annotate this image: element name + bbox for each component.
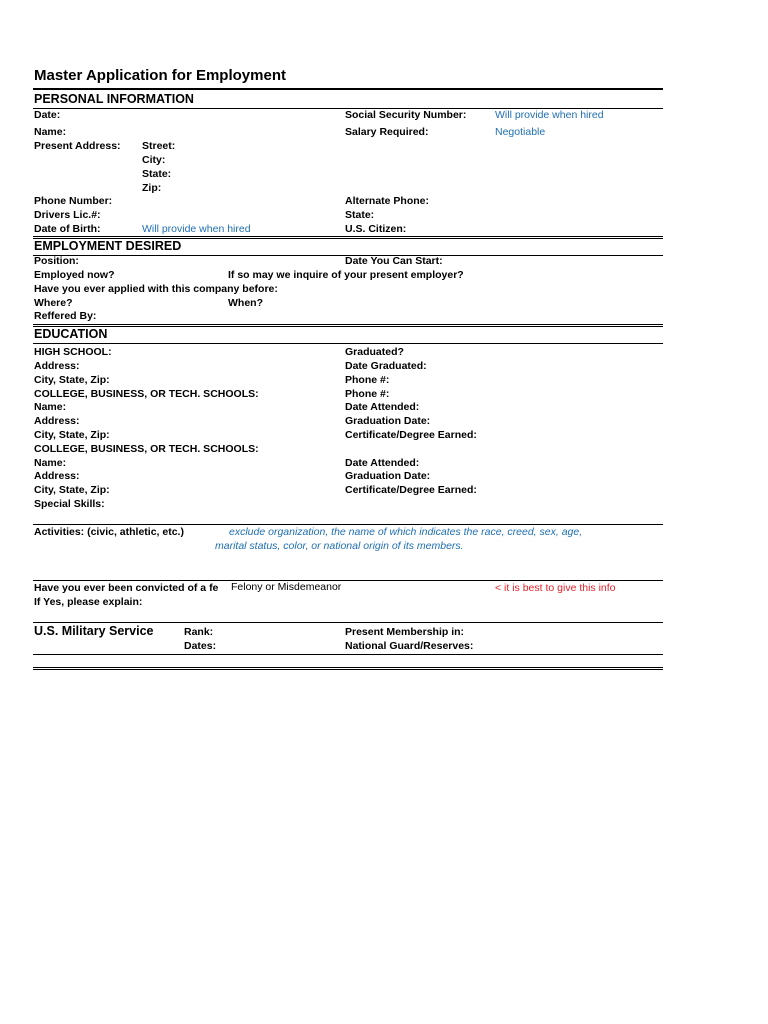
address-label: Present Address: bbox=[34, 140, 121, 152]
divider bbox=[33, 326, 663, 327]
zip-label: Zip: bbox=[142, 182, 162, 194]
activities-label: Activities: (civic, athletic, etc.) bbox=[34, 526, 184, 538]
college1-label: COLLEGE, BUSINESS, OR TECH. SCHOOLS: bbox=[34, 388, 259, 400]
divider bbox=[33, 343, 663, 344]
convicted-note: < it is best to give this info bbox=[495, 582, 616, 594]
college2-attended-label: Date Attended: bbox=[345, 457, 420, 469]
where-label: Where? bbox=[34, 297, 73, 309]
employed-now-label: Employed now? bbox=[34, 269, 115, 281]
dob-label: Date of Birth: bbox=[34, 223, 101, 235]
convicted-value: Felony or Misdemeanor bbox=[231, 581, 342, 593]
high-school-label: HIGH SCHOOL: bbox=[34, 346, 112, 358]
divider bbox=[33, 667, 663, 668]
drivers-label: Drivers Lic.#: bbox=[34, 209, 101, 221]
ssn-value: Will provide when hired bbox=[495, 109, 604, 121]
name-label: Name: bbox=[34, 126, 67, 138]
start-date-label: Date You Can Start: bbox=[345, 255, 443, 267]
street-label: Street: bbox=[142, 140, 176, 152]
divider bbox=[33, 654, 663, 655]
dl-state-label: State: bbox=[345, 209, 375, 221]
hs-city-state-zip-label: City, State, Zip: bbox=[34, 374, 110, 386]
ssn-label: Social Security Number: bbox=[345, 109, 467, 121]
section-heading-personal: PERSONAL INFORMATION bbox=[34, 92, 194, 106]
college2-address-label: Address: bbox=[34, 470, 80, 482]
college1-phone-label: Phone #: bbox=[345, 388, 390, 400]
college2-label: COLLEGE, BUSINESS, OR TECH. SCHOOLS: bbox=[34, 443, 259, 455]
alt-phone-label: Alternate Phone: bbox=[345, 195, 430, 207]
page-title: Master Application for Employment bbox=[34, 67, 286, 84]
date-label: Date: bbox=[34, 109, 61, 121]
phone-label: Phone Number: bbox=[34, 195, 113, 207]
divider bbox=[33, 622, 663, 623]
salary-value: Negotiable bbox=[495, 126, 546, 138]
divider bbox=[33, 524, 663, 525]
divider bbox=[33, 669, 663, 670]
city-label: City: bbox=[142, 154, 166, 166]
position-label: Position: bbox=[34, 255, 79, 267]
referred-label: Reffered By: bbox=[34, 310, 97, 322]
citizen-label: U.S. Citizen: bbox=[345, 223, 407, 235]
hs-phone-label: Phone #: bbox=[345, 374, 390, 386]
college1-attended-label: Date Attended: bbox=[345, 401, 420, 413]
rank-label: Rank: bbox=[184, 626, 214, 638]
date-graduated-label: Date Graduated: bbox=[345, 360, 427, 372]
graduated-label: Graduated? bbox=[345, 346, 404, 358]
dates-label: Dates: bbox=[184, 640, 217, 652]
salary-label: Salary Required: bbox=[345, 126, 429, 138]
divider bbox=[33, 88, 663, 90]
divider bbox=[33, 324, 663, 325]
college1-name-label: Name: bbox=[34, 401, 67, 413]
applied-before-label: Have you ever applied with this company before: bbox=[34, 283, 278, 295]
divider bbox=[33, 580, 663, 581]
guard-reserves-label: National Guard/Reserves: bbox=[345, 640, 474, 652]
divider bbox=[33, 236, 663, 237]
college1-city-state-zip-label: City, State, Zip: bbox=[34, 429, 110, 441]
state-label: State: bbox=[142, 168, 172, 180]
inquire-label: If so may we inquire of your present employer? bbox=[228, 269, 464, 281]
section-heading-education: EDUCATION bbox=[34, 327, 108, 341]
college1-graduation-label: Graduation Date: bbox=[345, 415, 431, 427]
section-heading-military: U.S. Military Service bbox=[34, 624, 154, 638]
college2-city-state-zip-label: City, State, Zip: bbox=[34, 484, 110, 496]
explain-label: If Yes, please explain: bbox=[34, 596, 143, 608]
college2-name-label: Name: bbox=[34, 457, 67, 469]
college2-certificate-label: Certificate/Degree Earned: bbox=[345, 484, 477, 496]
college2-graduation-label: Graduation Date: bbox=[345, 470, 431, 482]
activities-note-line2: marital status, color, or national origin of its members. bbox=[215, 540, 464, 552]
activities-note-line1: exclude organization, the name of which indicates the race, creed, sex, age, bbox=[229, 526, 583, 538]
when-label: When? bbox=[228, 297, 263, 309]
special-skills-label: Special Skills: bbox=[34, 498, 105, 510]
convicted-label: Have you ever been convicted of a fe bbox=[34, 582, 219, 594]
section-heading-employment: EMPLOYMENT DESIRED bbox=[34, 239, 182, 253]
membership-label: Present Membership in: bbox=[345, 626, 465, 638]
hs-address-label: Address: bbox=[34, 360, 80, 372]
dob-value: Will provide when hired bbox=[142, 223, 251, 235]
college1-certificate-label: Certificate/Degree Earned: bbox=[345, 429, 477, 441]
college1-address-label: Address: bbox=[34, 415, 80, 427]
